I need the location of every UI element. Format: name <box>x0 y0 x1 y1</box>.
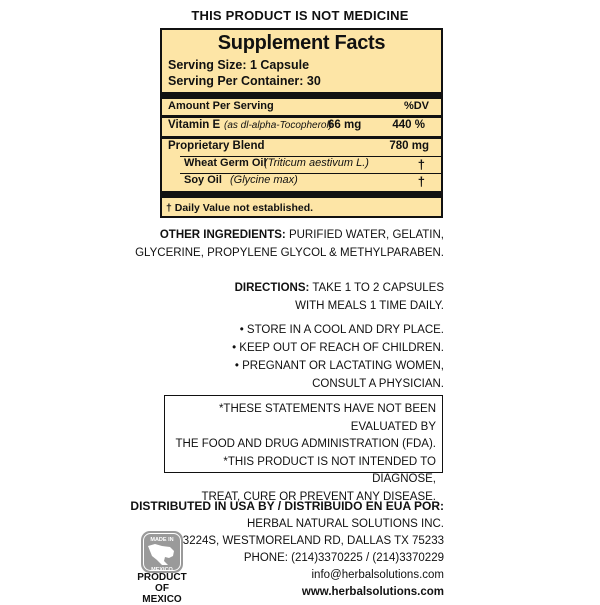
fda-disclaimer-box <box>164 395 443 503</box>
distributor-name: HERBAL NATURAL SOLUTIONS INC. <box>246 518 444 530</box>
nutrient-amount: 780 mg <box>389 140 429 152</box>
supplement-facts-panel <box>160 28 443 218</box>
distributor-email: info@herbalsolutions.com <box>311 569 444 581</box>
fda-statement-4: TREAT, CURE OR PREVENT ANY DISEASE. <box>201 490 436 503</box>
nutrient-dv: 440 % <box>392 119 425 131</box>
distributor-website: www.herbalsolutions.com <box>301 586 444 598</box>
dagger-mark: † <box>417 174 425 189</box>
fda-statement-1: *THESE STATEMENTS HAVE NOT BEEN EVALUATED BY <box>218 403 436 433</box>
fda-statement-2: THE FOOD AND DRUG ADMINISTRATION (FDA). <box>175 438 436 450</box>
warning-children: • KEEP OUT OF REACH OF CHILDREN. <box>232 342 444 354</box>
col-dv-header: %DV <box>403 100 429 112</box>
fda-statement-3: *THIS PRODUCT IS NOT INTENDED TO DIAGNOSE, <box>223 455 436 485</box>
servings-per-container: Serving Per Container: 30 <box>168 74 321 88</box>
column-header-row <box>162 100 441 116</box>
directions-line1: DIRECTIONS: TAKE 1 TO 2 CAPSULES <box>234 282 444 294</box>
ingredient-name: Wheat Germ Oil <box>184 157 267 169</box>
directions-line2: WITH MEALS 1 TIME DAILY. <box>295 300 444 312</box>
other-ingredients-line1: OTHER INGREDIENTS: PURIFIED WATER, GELATIN, <box>159 229 444 241</box>
directions-label: DIRECTIONS: <box>234 282 310 294</box>
ingredient-detail: (Triticum aestivum L.) <box>264 157 369 169</box>
nutrient-amount: 66 mg <box>328 119 362 131</box>
ingredient-name: Soy Oil <box>184 174 222 186</box>
serving-size: Serving Size: 1 Capsule <box>168 58 310 72</box>
warning-physician: CONSULT A PHYSICIAN. <box>312 378 444 390</box>
facts-row-vitamin-e <box>162 119 441 135</box>
warning-pregnant: • PREGNANT OR LACTATING WOMEN, <box>234 360 444 372</box>
distributor-address: 3224S, WESTMORELAND RD, DALLAS TX 75233 <box>182 535 444 547</box>
distributor-phone: PHONE: (214)3370225 / (214)3370229 <box>243 552 444 564</box>
thick-divider <box>162 191 441 198</box>
stamp-made-in: MADE IN <box>150 537 174 543</box>
dagger-mark: † <box>417 157 425 172</box>
nutrient-detail: (as dl-alpha-Tocopherol) <box>224 120 333 131</box>
product-of-mexico-label: PRODUCT OF MEXICO <box>137 572 187 605</box>
other-ingredients-line2: GLYCERINE, PROPYLENE GLYCOL & METHYLPARABEN. <box>135 247 444 259</box>
facts-row-wheat-germ-oil <box>162 157 441 173</box>
mexico-map-icon <box>140 530 184 574</box>
facts-title: Supplement Facts <box>217 32 386 54</box>
facts-row-proprietary-blend <box>162 140 441 156</box>
nutrient-name: Proprietary Blend <box>168 140 265 152</box>
facts-row-soy-oil <box>162 174 441 190</box>
daily-value-footnote: † Daily Value not established. <box>166 202 314 214</box>
warning-storage: • STORE IN A COOL AND DRY PLACE. <box>239 324 444 336</box>
other-ingredients-label: OTHER INGREDIENTS: <box>159 229 286 241</box>
not-medicine-warning: THIS PRODUCT IS NOT MEDICINE <box>191 8 409 23</box>
ingredient-detail: (Glycine max) <box>230 174 298 186</box>
col-amount-header: Amount Per Serving <box>168 100 274 112</box>
distributor-heading: DISTRIBUTED IN USA BY / DISTRIBUIDO EN EUA POR: <box>130 499 444 513</box>
nutrient-name: Vitamin E <box>168 119 221 131</box>
medium-divider <box>162 136 441 139</box>
stamp-mexico: MEXICO <box>151 567 173 573</box>
thick-divider <box>162 92 441 99</box>
medium-divider <box>162 115 441 118</box>
